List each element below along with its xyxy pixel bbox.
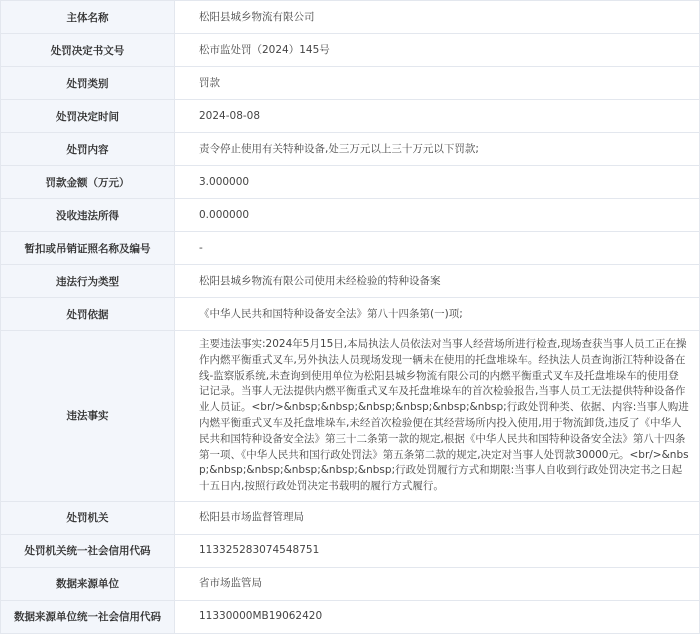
field-label: 违法行为类型 bbox=[1, 265, 175, 298]
field-value: 省市场监管局 bbox=[175, 567, 700, 600]
field-value: 113325283074548751 bbox=[175, 534, 700, 567]
row-license-revoked bbox=[1, 232, 700, 265]
field-label: 主体名称 bbox=[1, 1, 175, 34]
field-value: 罚款 bbox=[175, 67, 700, 100]
field-value: 3.000000 bbox=[175, 166, 700, 199]
row-penalty-basis bbox=[1, 298, 700, 331]
field-value: 《中华人民共和国特种设备安全法》第八十四条第(一)项; bbox=[175, 298, 700, 331]
row-penalty-category bbox=[1, 67, 700, 100]
row-authority-credit-code bbox=[1, 534, 700, 567]
field-value: - bbox=[175, 232, 700, 265]
field-value: 松阳县城乡物流有限公司使用未经检验的特种设备案 bbox=[175, 265, 700, 298]
field-value: 松市监处罚（2024）145号 bbox=[175, 34, 700, 67]
field-label: 处罚依据 bbox=[1, 298, 175, 331]
field-value: 11330000MB19062420 bbox=[175, 600, 700, 633]
field-label: 数据来源单位 bbox=[1, 567, 175, 600]
row-entity-name bbox=[1, 1, 700, 34]
field-label: 处罚内容 bbox=[1, 133, 175, 166]
row-violation-type bbox=[1, 265, 700, 298]
row-data-source-credit-code bbox=[1, 600, 700, 633]
field-label: 处罚类别 bbox=[1, 67, 175, 100]
field-value: 主要违法事实:2024年5月15日,本局执法人员依法对当事人经营场所进行检查,现场查获当事人员工正在操作内燃平衡重式叉车,另外执法人员现场发现一辆未在使用的托盘堆垛车。经执法人员查询浙江特种设备在线-监察版系统,未查询到使用单位为松阳县城乡物流有限公司的内燃平衡重式叉车及托盘堆垛车的使用登记记录。当事人无法提供内燃平衡重式叉车及托盘堆垛车的首次检验报告,当事人员工无法提供特种设备作业人员证。<br/>&nbsp;&nbsp;&nbsp;&nbsp;&nbsp;&nbsp;行政处罚种类、依据、内容:当事人购进内燃平衡重式叉车及托盘堆垛车,未经首次检验便在其经营场所内投入使用,用于物流卸货,违反了《中华人民共和国特种设备安全法》第三十二条第一款的规定,根据《中华人民共和国特种设备安全法》第八十四条第一项、《中华人民共和国行政处罚法》第五条第二款的规定,决定对当事人处罚款30000元。<br/>&nbsp;&nbsp;&nbsp;&nbsp;&nbsp;&nbsp;行政处罚履行方式和期限:当事人自收到行政处罚决定书之日起十五日内,按照行政处罚决定书载明的履行方式履行。 bbox=[175, 331, 700, 502]
row-violation-facts bbox=[1, 331, 700, 502]
field-value: 松阳县市场监督管理局 bbox=[175, 501, 700, 534]
row-decision-date bbox=[1, 100, 700, 133]
field-label: 处罚决定时间 bbox=[1, 100, 175, 133]
field-value: 2024-08-08 bbox=[175, 100, 700, 133]
field-label: 处罚机关统一社会信用代码 bbox=[1, 534, 175, 567]
field-label: 没收违法所得 bbox=[1, 199, 175, 232]
field-label: 暂扣或吊销证照名称及编号 bbox=[1, 232, 175, 265]
row-confiscated-income bbox=[1, 199, 700, 232]
row-decision-number bbox=[1, 34, 700, 67]
field-value: 0.000000 bbox=[175, 199, 700, 232]
field-label: 违法事实 bbox=[1, 331, 175, 502]
row-penalty-authority bbox=[1, 501, 700, 534]
row-penalty-content bbox=[1, 133, 700, 166]
field-label: 数据来源单位统一社会信用代码 bbox=[1, 600, 175, 633]
row-fine-amount bbox=[1, 166, 700, 199]
field-label: 罚款金额（万元） bbox=[1, 166, 175, 199]
field-value: 松阳县城乡物流有限公司 bbox=[175, 1, 700, 34]
field-label: 处罚机关 bbox=[1, 501, 175, 534]
field-label: 处罚决定书文号 bbox=[1, 34, 175, 67]
field-value: 责令停止使用有关特种设备,处三万元以上三十万元以下罚款; bbox=[175, 133, 700, 166]
row-data-source bbox=[1, 567, 700, 600]
